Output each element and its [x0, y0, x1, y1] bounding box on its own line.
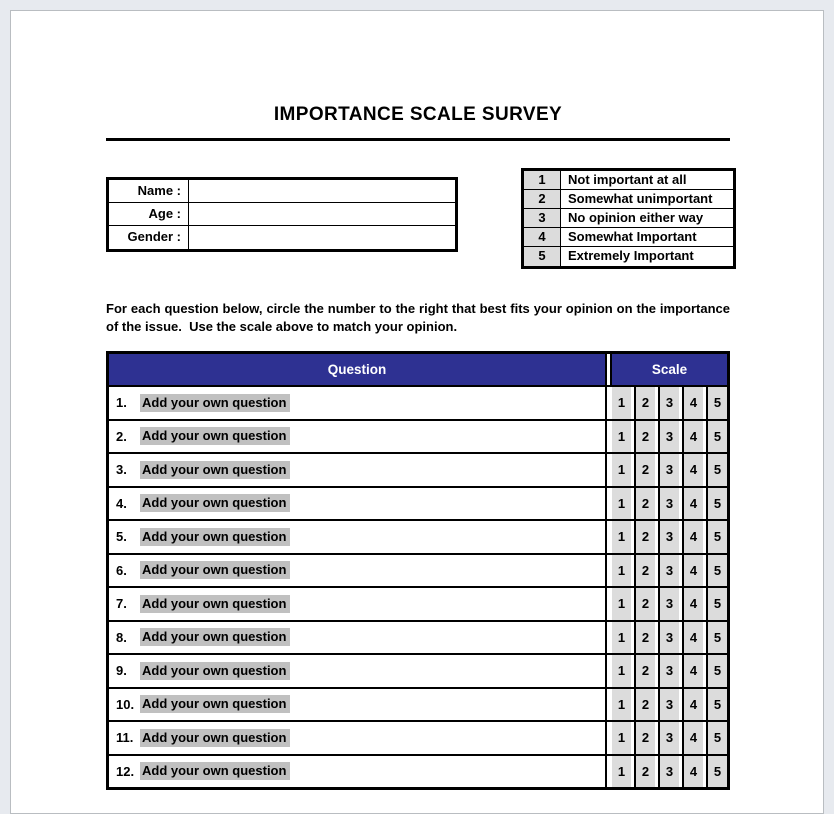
info-row-gender	[109, 226, 455, 249]
age-label: Age :	[109, 203, 189, 225]
scale-option-5[interactable]: 5	[706, 756, 727, 788]
question-row-7	[109, 588, 727, 622]
survey-table	[106, 351, 730, 790]
question-number: 4.	[116, 495, 127, 511]
scale-option-2[interactable]: 2	[634, 454, 655, 486]
question-number: 3.	[116, 462, 127, 478]
scale-option-5[interactable]: 5	[706, 488, 727, 520]
scale-option-3[interactable]: 3	[658, 555, 679, 587]
scale-option-2[interactable]: 2	[634, 622, 655, 654]
question-row-1	[109, 387, 727, 421]
scale-option-2[interactable]: 2	[634, 387, 655, 419]
legend-label-1: Not important at all	[568, 172, 687, 187]
scale-option-2[interactable]: 2	[634, 588, 655, 620]
gender-input-field[interactable]	[189, 226, 455, 249]
instructions-text: For each question below, circle the number to the right that best fits your opinion on the importance of the issue. Use the scale above to match your opinion.	[106, 301, 730, 334]
question-number: 2.	[116, 428, 127, 444]
question-text-field[interactable]: Add your own question	[140, 628, 290, 646]
scale-option-1[interactable]: 1	[612, 689, 631, 721]
scale-option-1[interactable]: 1	[612, 387, 631, 419]
scale-option-1[interactable]: 1	[612, 521, 631, 553]
legend-value-2: 2	[524, 190, 561, 208]
scale-option-1[interactable]: 1	[612, 588, 631, 620]
question-text-field[interactable]: Add your own question	[140, 762, 290, 780]
scale-option-2[interactable]: 2	[634, 689, 655, 721]
scale-option-5[interactable]: 5	[706, 655, 727, 687]
scale-option-2[interactable]: 2	[634, 555, 655, 587]
question-text-field[interactable]: Add your own question	[140, 461, 290, 479]
legend-row	[524, 171, 733, 190]
scale-option-4[interactable]: 4	[682, 689, 703, 721]
legend-label-3: No opinion either way	[568, 210, 704, 225]
question-row-11	[109, 722, 727, 756]
document-page	[10, 10, 824, 814]
scale-option-2[interactable]: 2	[634, 521, 655, 553]
scale-option-4[interactable]: 4	[682, 555, 703, 587]
question-row-4	[109, 488, 727, 522]
scale-option-4[interactable]: 4	[682, 454, 703, 486]
scale-option-3[interactable]: 3	[658, 488, 679, 520]
scale-option-2[interactable]: 2	[634, 756, 655, 788]
scale-option-1[interactable]: 1	[612, 722, 631, 754]
legend-value-5: 5	[524, 247, 561, 266]
info-row-age	[109, 203, 455, 226]
scale-option-2[interactable]: 2	[634, 722, 655, 754]
question-number: 10.	[116, 696, 135, 712]
scale-option-4[interactable]: 4	[682, 387, 703, 419]
question-text-field[interactable]: Add your own question	[140, 561, 290, 579]
scale-option-2[interactable]: 2	[634, 655, 655, 687]
scale-option-2[interactable]: 2	[634, 488, 655, 520]
question-text-field[interactable]: Add your own question	[140, 729, 290, 747]
scale-option-4[interactable]: 4	[682, 588, 703, 620]
scale-option-4[interactable]: 4	[682, 488, 703, 520]
legend-row	[524, 228, 733, 247]
scale-option-1[interactable]: 1	[612, 421, 631, 453]
question-row-6	[109, 555, 727, 589]
question-number: 6.	[116, 562, 127, 578]
scale-option-3[interactable]: 3	[658, 655, 679, 687]
respondent-info-table	[106, 177, 458, 252]
legend-value-4: 4	[524, 228, 561, 246]
scale-option-4[interactable]: 4	[682, 521, 703, 553]
question-row-9	[109, 655, 727, 689]
question-text-field[interactable]: Add your own question	[140, 595, 290, 613]
question-text-field[interactable]: Add your own question	[140, 662, 290, 680]
question-row-5	[109, 521, 727, 555]
scale-option-5[interactable]: 5	[706, 622, 727, 654]
scale-option-1[interactable]: 1	[612, 555, 631, 587]
question-text-field[interactable]: Add your own question	[140, 494, 290, 512]
scale-option-1[interactable]: 1	[612, 488, 631, 520]
legend-label-4: Somewhat Important	[568, 229, 697, 244]
scale-option-5[interactable]: 5	[706, 689, 727, 721]
question-column-header: Question	[109, 354, 607, 385]
scale-option-4[interactable]: 4	[682, 655, 703, 687]
scale-option-5[interactable]: 5	[706, 555, 727, 587]
legend-row	[524, 209, 733, 228]
scale-option-4[interactable]: 4	[682, 622, 703, 654]
question-number: 1.	[116, 395, 127, 411]
info-row-name	[109, 180, 455, 203]
legend-label-2: Somewhat unimportant	[568, 191, 713, 206]
scale-option-3[interactable]: 3	[658, 689, 679, 721]
question-text-field[interactable]: Add your own question	[140, 394, 290, 412]
scale-legend-table	[521, 168, 736, 269]
age-input-field[interactable]	[189, 203, 455, 225]
legend-label-5: Extremely Important	[568, 248, 694, 263]
legend-value-3: 3	[524, 209, 561, 227]
question-number: 5.	[116, 529, 127, 545]
question-row-10	[109, 689, 727, 723]
question-row-8	[109, 622, 727, 656]
question-number: 8.	[116, 629, 127, 645]
scale-option-3[interactable]: 3	[658, 756, 679, 788]
scale-option-1[interactable]: 1	[612, 622, 631, 654]
scale-option-3[interactable]: 3	[658, 387, 679, 419]
scale-option-4[interactable]: 4	[682, 756, 703, 788]
legend-row	[524, 247, 733, 266]
legend-row	[524, 190, 733, 209]
scale-option-3[interactable]: 3	[658, 421, 679, 453]
name-label: Name :	[109, 180, 189, 202]
question-number: 12.	[116, 763, 135, 779]
scale-option-3[interactable]: 3	[658, 622, 679, 654]
scale-option-3[interactable]: 3	[658, 588, 679, 620]
survey-table-header	[109, 354, 727, 387]
scale-option-1[interactable]: 1	[612, 756, 631, 788]
question-text-field[interactable]: Add your own question	[140, 427, 290, 445]
scale-option-5[interactable]: 5	[706, 454, 727, 486]
scale-option-5[interactable]: 5	[706, 521, 727, 553]
scale-option-3[interactable]: 3	[658, 521, 679, 553]
question-row-3	[109, 454, 727, 488]
scale-option-4[interactable]: 4	[682, 722, 703, 754]
scale-option-2[interactable]: 2	[634, 421, 655, 453]
scale-option-5[interactable]: 5	[706, 387, 727, 419]
scale-option-5[interactable]: 5	[706, 588, 727, 620]
question-text-field[interactable]: Add your own question	[140, 695, 290, 713]
gender-label: Gender :	[109, 226, 189, 249]
question-number: 7.	[116, 596, 127, 612]
name-input-field[interactable]	[189, 180, 455, 202]
scale-option-3[interactable]: 3	[658, 722, 679, 754]
question-number: 9.	[116, 663, 127, 679]
legend-value-1: 1	[524, 171, 561, 189]
question-number: 11.	[116, 730, 134, 746]
page-title: IMPORTANCE SCALE SURVEY	[273, 104, 563, 125]
question-text-field[interactable]: Add your own question	[140, 528, 290, 546]
scale-option-3[interactable]: 3	[658, 454, 679, 486]
scale-option-1[interactable]: 1	[612, 655, 631, 687]
scale-option-5[interactable]: 5	[706, 722, 727, 754]
scale-option-1[interactable]: 1	[612, 454, 631, 486]
title-rule	[106, 138, 730, 141]
scale-option-4[interactable]: 4	[682, 421, 703, 453]
question-row-12	[109, 756, 727, 788]
question-row-2	[109, 421, 727, 455]
scale-column-header: Scale	[610, 354, 727, 385]
scale-option-5[interactable]: 5	[706, 421, 727, 453]
